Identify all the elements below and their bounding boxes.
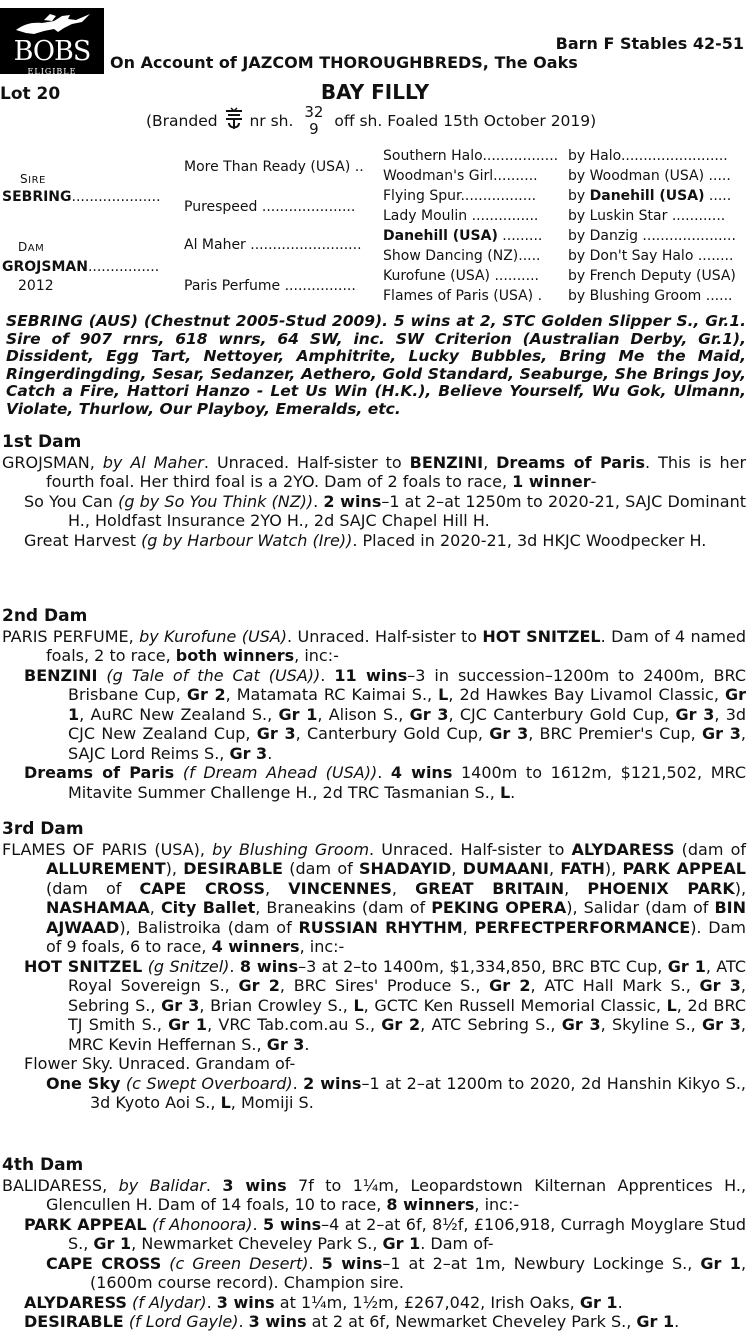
bold-text: 1 winner: [512, 472, 591, 491]
text-run: , Skyline S.,: [600, 1015, 703, 1034]
ggp-by: by Luskin Star: [568, 208, 668, 224]
text-run: (dam of: [46, 878, 140, 898]
bold-text: City Ballet: [160, 898, 256, 917]
progeny-entry: [0, 531, 750, 551]
frac-top: 32: [304, 103, 324, 121]
bold-text: DUMAANI: [462, 859, 549, 878]
bold-text: PEKING OPERA: [431, 898, 567, 917]
text-run: .: [377, 763, 391, 782]
text-run: .: [510, 782, 516, 802]
ggp-name: Southern Halo: [383, 148, 483, 164]
bold-text: Gr 2: [381, 1015, 421, 1034]
text-run: , ATC Royal Sovereign S.,: [68, 956, 747, 995]
section-heading: 1st Dam: [2, 432, 82, 452]
bold-text: DESIRABLE: [24, 1312, 124, 1331]
ggp-name: Flying Spur: [383, 188, 461, 204]
bold-text: SHADAYID: [359, 859, 452, 878]
vendor-account: On Account of JAZCOM THOROUGHBREDS, The Oaks: [110, 53, 578, 72]
bold-text: Gr 1: [667, 956, 706, 976]
text-run: , 3d CJC New Zealand Cup,: [68, 704, 747, 743]
text-run: , Canterbury Gold Cup,: [295, 724, 490, 743]
text-run: (dam of: [282, 859, 360, 878]
racehorse-icon: [14, 12, 92, 36]
bold-text: Gr 1: [579, 1292, 618, 1312]
text-run: , Braneakins (dam of: [255, 898, 432, 917]
dam-paragraph: [0, 453, 750, 492]
ggp-by: by: [568, 188, 590, 204]
bold-text: PARK APPEAL: [622, 859, 746, 878]
brand-line: [146, 104, 596, 138]
sire-sire: More Than Ready (USA) ..: [184, 159, 364, 175]
ggp-sire-7: [568, 268, 736, 284]
bold-text: BENZINI: [24, 665, 98, 685]
bold-text: FATH: [560, 859, 605, 878]
progeny-entry: [0, 666, 750, 764]
text-run: BALIDARESS,: [2, 1175, 119, 1195]
text-run: .: [229, 956, 240, 976]
bold-text: One Sky: [46, 1073, 121, 1093]
bold-text: Gr 3: [256, 724, 296, 743]
bold-text: Gr 3: [702, 1015, 741, 1034]
ggp-by: by Halo: [568, 148, 621, 164]
sire-dots: ....................: [71, 189, 161, 205]
italic-text: (g Tale of the Cat (USA)): [106, 665, 321, 685]
ggp-dots: .........: [497, 228, 543, 244]
ggp-sire-3: [568, 188, 731, 204]
bold-text: Gr 1: [700, 1253, 741, 1273]
text-run: , CJC Canterbury Gold Cup,: [448, 704, 676, 724]
text-run: ), Balistroika (dam of: [119, 917, 299, 937]
sire-name-row: [2, 189, 161, 205]
ggp-sire-2: [568, 168, 731, 184]
brand-fraction: [304, 104, 323, 138]
text-run: , Alison S.,: [317, 704, 410, 724]
text-run: .: [308, 1253, 322, 1273]
bold-text: BIN AJWAAD: [46, 898, 747, 937]
bold-text: Gr 3: [161, 995, 200, 1015]
bold-text: 3 wins: [216, 1292, 275, 1312]
text-run: , BRC Premier's Cup,: [528, 724, 702, 743]
text-run: .: [252, 1214, 263, 1234]
ggp-by: by Blushing Groom: [568, 288, 702, 304]
italic-text: (f Lord Gayle): [128, 1312, 239, 1331]
text-run: ,: [462, 917, 475, 937]
text-run: .: [320, 665, 335, 685]
brand-nr: nr sh.: [249, 112, 294, 130]
dam-label-rest: AM: [27, 243, 45, 254]
bold-text: GREAT BRITAIN: [415, 878, 565, 898]
text-run: , MRC Kevin Heffernan S.,: [68, 1015, 746, 1054]
sire-label-rest: IRE: [28, 175, 46, 186]
text-run: ,: [564, 878, 588, 898]
ggp-sire-6: [568, 248, 733, 264]
ggp-by: by Danzig: [568, 228, 638, 244]
text-run: , SAJC Lord Reims S.,: [68, 724, 746, 763]
text-run: So You Can: [24, 491, 119, 511]
bold-text: HOT SNITZEL: [24, 956, 143, 976]
ggp-sire-5: [568, 228, 736, 244]
italic-text: (c Swept Overboard): [125, 1073, 293, 1093]
bold-text: Gr 1: [93, 1234, 132, 1253]
text-run: ). Dam of 9 foals, 6 to race,: [46, 917, 746, 956]
sire-name: SEBRING: [2, 189, 72, 205]
bold-text: RUSSIAN RHYTHM: [298, 917, 463, 937]
dam-paragraph: [0, 627, 750, 666]
section-heading: 3rd Dam: [2, 819, 84, 839]
bold-text: 5 wins: [262, 1214, 322, 1234]
bold-text: L: [220, 1093, 231, 1112]
text-run: . Placed in 2020-21, 3d HKJC Woodpecker H.: [352, 530, 707, 550]
fourth-dam-section: [0, 1156, 750, 1332]
text-run: ,: [548, 859, 561, 878]
bold-text: 11 wins: [334, 665, 408, 685]
text-run: . Unraced. Half-sister to: [203, 452, 410, 472]
bold-text: VINCENNES: [288, 878, 392, 898]
ggp-by-dots: ............: [667, 208, 726, 224]
ggp-row-2: [383, 168, 538, 184]
ggp-dots: .................: [482, 148, 559, 164]
dam-dam: Paris Perfume ................: [184, 278, 356, 294]
italic-text: (g Snitzel): [147, 956, 230, 976]
text-run: , Momiji S.: [230, 1093, 314, 1112]
text-run: –3 in succession–1200m to 2400m, BRC Brisbane Cup,: [68, 665, 747, 704]
text-run: Flower Sky. Unraced. Grandam of-: [24, 1054, 296, 1073]
text-run: GROJSMAN,: [2, 452, 103, 472]
text-run: . Unraced. Half-sister to: [287, 626, 483, 646]
text-run: ),: [165, 859, 184, 878]
brand-tail: off sh. Foaled 15th October 2019): [334, 112, 597, 130]
text-run: -: [590, 472, 597, 491]
section-heading: 2nd Dam: [2, 606, 88, 626]
text-run: , Newmarket Cheveley Park S.,: [131, 1234, 383, 1253]
text-run: , inc:-: [299, 937, 345, 956]
text-run: at 1¼m, 1½m, £267,042, Irish Oaks,: [274, 1292, 580, 1312]
bold-text: L: [438, 685, 449, 704]
bold-text: L: [499, 782, 511, 802]
bold-text: Gr 3: [229, 743, 268, 763]
text-run: , inc:-: [474, 1195, 520, 1214]
ggp-dots: ..........: [493, 168, 538, 184]
ggp-name: Danehill (USA): [383, 228, 498, 244]
bold-text: DESIRABLE: [183, 859, 283, 878]
ggp-sire-4: [568, 208, 725, 224]
italic-text: (g by Harbour Watch (Ire)): [141, 530, 353, 550]
sire-dam: Purespeed .....................: [184, 199, 356, 215]
bold-text: HOT SNITZEL: [482, 626, 601, 646]
text-run: .: [267, 743, 273, 763]
ggp-row-6: [383, 248, 541, 264]
first-dam-section: [0, 433, 750, 550]
bold-text: Gr 3: [561, 1015, 601, 1034]
bold-text: Gr 1: [68, 685, 746, 724]
progeny-entry: [0, 1254, 750, 1293]
text-run: , Brian Crowley S.,: [199, 995, 354, 1015]
dam-name-row: [2, 259, 159, 275]
bold-text: 8 winners: [386, 1195, 475, 1214]
barn-location: Barn F Stables 42-51: [555, 34, 744, 53]
text-run: PARIS PERFUME,: [2, 626, 140, 646]
ggp-sire-8: [568, 288, 732, 304]
ggp-by: by French Deputy (USA): [568, 268, 736, 284]
text-run: , Sebring S.,: [68, 976, 746, 1015]
text-run: ),: [604, 859, 623, 878]
bold-text: Dreams of Paris: [496, 452, 646, 472]
logo-sub: ELIGIBLE: [27, 67, 77, 76]
ggp-row-4: [383, 208, 538, 224]
text-run: , Matamata RC Kaimai S.,: [225, 685, 439, 704]
bold-text: Gr 3: [702, 724, 741, 743]
italic-text: by Kurofune (USA): [139, 626, 288, 646]
bold-text: 2 wins: [303, 1073, 362, 1093]
text-run: , inc:-: [294, 646, 339, 665]
ggp-row-7: [383, 268, 539, 284]
text-run: .: [206, 1292, 217, 1312]
dam-paragraph: [0, 840, 750, 957]
bold-text: Gr 2: [186, 685, 226, 704]
ggp-dots: .....: [518, 248, 541, 264]
dam-paragraph: [0, 1176, 750, 1215]
text-run: .: [674, 1312, 680, 1331]
ggp-name: Flames of Paris (USA): [383, 288, 534, 304]
ggp-by: by Don't Say Halo: [568, 248, 694, 264]
text-run: .: [304, 1034, 310, 1054]
text-run: Great Harvest: [24, 530, 142, 550]
text-run: , AuRC New Zealand S.,: [79, 704, 279, 724]
text-run: 1400m to 1612m, $121,502, MRC Mitavite Summer Challenge H., 2d TRC Tasmanian S.,: [68, 763, 746, 802]
text-run: at 2 at 6f, Newmarket Cheveley Park S.,: [306, 1312, 637, 1331]
text-run: (dam of: [674, 839, 746, 859]
text-run: –1 at 2–at 1m, Newbury Lockinge S.,: [382, 1253, 701, 1273]
brand-mark-icon: [223, 107, 245, 131]
text-run: FLAMES OF PARIS (USA),: [2, 839, 213, 859]
text-run: ,: [264, 878, 289, 898]
bold-text: Gr 1: [168, 1015, 208, 1034]
logo-word: BOBS: [13, 36, 91, 67]
bold-text: ALLUREMENT: [46, 859, 166, 878]
text-run: , GCTC Ken Russell Memorial Classic,: [363, 995, 667, 1015]
bold-text: NASHAMAA: [46, 898, 150, 917]
italic-text: by Balidar: [118, 1175, 206, 1195]
ggp-name: Woodman's Girl: [383, 168, 494, 184]
text-run: ,: [149, 898, 161, 917]
lot-number: Lot 20: [0, 84, 61, 104]
text-run: . Unraced. Half-sister to: [369, 839, 572, 859]
text-run: , (1600m course record). Champion sire.: [90, 1253, 747, 1292]
ggp-dots: .: [533, 288, 543, 304]
text-run: .: [617, 1292, 623, 1312]
third-dam-section: [0, 820, 750, 1113]
ggp-by-dots: ........................: [620, 148, 728, 164]
dam-sire: Al Maher .........................: [184, 237, 362, 253]
text-run: , 2d Hawkes Bay Livamol Classic,: [448, 685, 725, 704]
bold-text: PARK APPEAL: [24, 1214, 147, 1234]
bold-text: Gr 1: [278, 704, 318, 724]
italic-text: (f Dream Ahead (USA)): [182, 763, 378, 782]
text-run: ,: [391, 878, 416, 898]
italic-text: (g by So You Think (NZ)): [118, 491, 314, 511]
bold-text: 4 wins: [390, 763, 453, 782]
progeny-entry: [0, 1312, 750, 1332]
text-run: –1 at 2–at 1250m to 2020-21, SAJC Dominant H., Holdfast Insurance 2YO H., 2d SAJC Chapel Hill H.: [68, 491, 747, 530]
bold-text: Gr 3: [699, 976, 741, 995]
dam-label: DAM: [18, 240, 45, 254]
brand-open: (Branded: [146, 112, 218, 130]
text-run: ), Salidar (dam of: [566, 898, 715, 917]
ggp-by: by Woodman (USA): [568, 168, 705, 184]
italic-text: (f Ahonoora): [151, 1214, 253, 1234]
sire-summary: SEBRING (AUS) (Chestnut 2005-Stud 2009). 5 wins at 2, STC Golden Slipper S., Gr.1. Sire of 907 rnrs, 618 wnrs, 64 SW, inc. SW Criterion (Australian Derby, Gr.1), Dissident, Egg Tart, Nettoyer, Amphitrite, Lucky Bubbles, Bring Me the Maid, Ringerdingding, Sesar, Sedanzer, Aethero, Gold Standard, Seaburge, She Brings Joy, Catch a Fire, Hattori Hanzo - Let Us Win (H.K.), Believe Yourself, Wu Gok, Ulmann, Violate, Thurlow, Our Playboy, Emeralds, etc.: [6, 312, 746, 418]
ggp-dots: ..........: [490, 268, 539, 284]
text-run: –3 at 2–to 1400m, $1,334,850, BRC BTC Cup,: [298, 956, 668, 976]
text-run: –4 at 2–at 6f, 8½f, £106,918, Curragh Moyglare Stud S.,: [68, 1214, 747, 1253]
ggp-by-bold: Danehill (USA): [589, 188, 705, 204]
frac-bottom: 9: [309, 120, 319, 138]
second-dam-section: [0, 607, 750, 802]
ggp-by-dots: .....: [704, 168, 731, 184]
bold-text: CAPE CROSS: [139, 878, 265, 898]
dam-name: GROJSMAN: [2, 259, 88, 275]
ggp-by-dots: .....................: [637, 228, 736, 244]
ggp-sire-1: [568, 148, 728, 164]
bold-text: L: [666, 995, 677, 1015]
bold-text: both winners: [175, 646, 295, 665]
section-heading: 4th Dam: [2, 1155, 84, 1175]
italic-text: (c Green Desert): [169, 1253, 309, 1273]
bold-text: Dreams of Paris: [24, 763, 175, 782]
text-run: . Dam of-: [420, 1234, 494, 1253]
ggp-row-5: [383, 228, 542, 244]
ggp-row-1: [383, 148, 558, 164]
bold-text: L: [353, 995, 364, 1015]
text-run: –1 at 2–at 1200m to 2020, 2d Hanshin Kikyo S., 3d Kyoto Aoi S.,: [90, 1073, 747, 1112]
bold-text: Gr 3: [489, 724, 529, 743]
italic-text: (f Alydar): [132, 1292, 207, 1312]
bold-text: 2 wins: [323, 491, 382, 511]
text-run: . Dam of 4 named foals, 2 to race,: [46, 626, 747, 665]
bold-text: Gr 3: [266, 1034, 305, 1054]
sire-label: SIRE: [20, 172, 46, 186]
ggp-name: Lady Moulin: [383, 208, 468, 224]
lot-title: BAY FILLY: [320, 80, 430, 104]
bold-text: PERFECTPERFORMANCE: [474, 917, 691, 937]
bold-text: BENZINI: [409, 452, 484, 472]
text-run: ,: [483, 452, 497, 472]
ggp-by-dots: .....: [704, 188, 732, 204]
text-run: ),: [734, 878, 747, 898]
bold-text: ALYDARESS: [24, 1292, 127, 1312]
italic-text: by Blushing Groom: [212, 839, 370, 859]
bold-text: Gr 2: [489, 976, 531, 995]
text-run: 7f to 1¼m, Leopardstown Kilternan Apprentices H., Glencullen H. Dam of 14 foals, 10 to race,: [46, 1175, 747, 1214]
text-run: .: [313, 491, 324, 511]
bold-text: PHOENIX PARK: [587, 878, 735, 898]
progeny-entry: [0, 1054, 750, 1074]
bold-text: ALYDARESS: [571, 839, 675, 859]
text-run: , VRC Tab.com.au S.,: [207, 1015, 382, 1034]
ggp-by-dots: ........: [693, 248, 734, 264]
bold-text: 8 wins: [239, 956, 299, 976]
progeny-entry: [0, 1293, 750, 1313]
ggp-row-3: [383, 188, 536, 204]
ggp-name: Kurofune (USA): [383, 268, 491, 284]
italic-text: by Al Maher: [102, 452, 204, 472]
bold-text: 4 winners: [211, 937, 300, 956]
progeny-entry: [0, 492, 750, 531]
bold-text: Gr 3: [675, 704, 715, 724]
bold-text: Gr 1: [636, 1312, 675, 1331]
ggp-dots: ...............: [467, 208, 539, 224]
text-run: , BRC Sires' Produce S.,: [279, 976, 490, 995]
text-run: , ATC Hall Mark S.,: [530, 976, 700, 995]
dam-year: 2012: [18, 278, 54, 294]
bold-text: Gr 1: [382, 1234, 421, 1253]
bold-text: 5 wins: [321, 1253, 383, 1273]
bold-text: Gr 3: [409, 704, 449, 724]
ggp-dots: .................: [460, 188, 537, 204]
text-run: . This is her fourth foal. Her third foal is a 2YO. Dam of 2 foals to race,: [46, 452, 747, 491]
bold-text: Gr 2: [238, 976, 280, 995]
ggp-by-dots: ......: [701, 288, 733, 304]
text-run: , 2d BRC TJ Smith S.,: [68, 995, 746, 1034]
ggp-name: Show Dancing (NZ): [383, 248, 519, 264]
progeny-entry: [0, 763, 750, 802]
text-run: .: [205, 1175, 223, 1195]
bold-text: 3 wins: [248, 1312, 307, 1331]
ggp-row-8: [383, 288, 542, 304]
text-run: ,: [451, 859, 463, 878]
dam-dots: ................: [87, 259, 160, 275]
bold-text: 3 wins: [222, 1175, 287, 1195]
text-run: [174, 763, 183, 782]
text-run: .: [238, 1312, 249, 1331]
text-run: , ATC Sebring S.,: [420, 1015, 562, 1034]
progeny-entry: [0, 1215, 750, 1254]
progeny-entry: [0, 957, 750, 1055]
bold-text: CAPE CROSS: [46, 1253, 162, 1273]
progeny-entry: [0, 1074, 750, 1113]
text-run: .: [292, 1073, 304, 1093]
bobs-eligible-logo: [0, 8, 104, 74]
